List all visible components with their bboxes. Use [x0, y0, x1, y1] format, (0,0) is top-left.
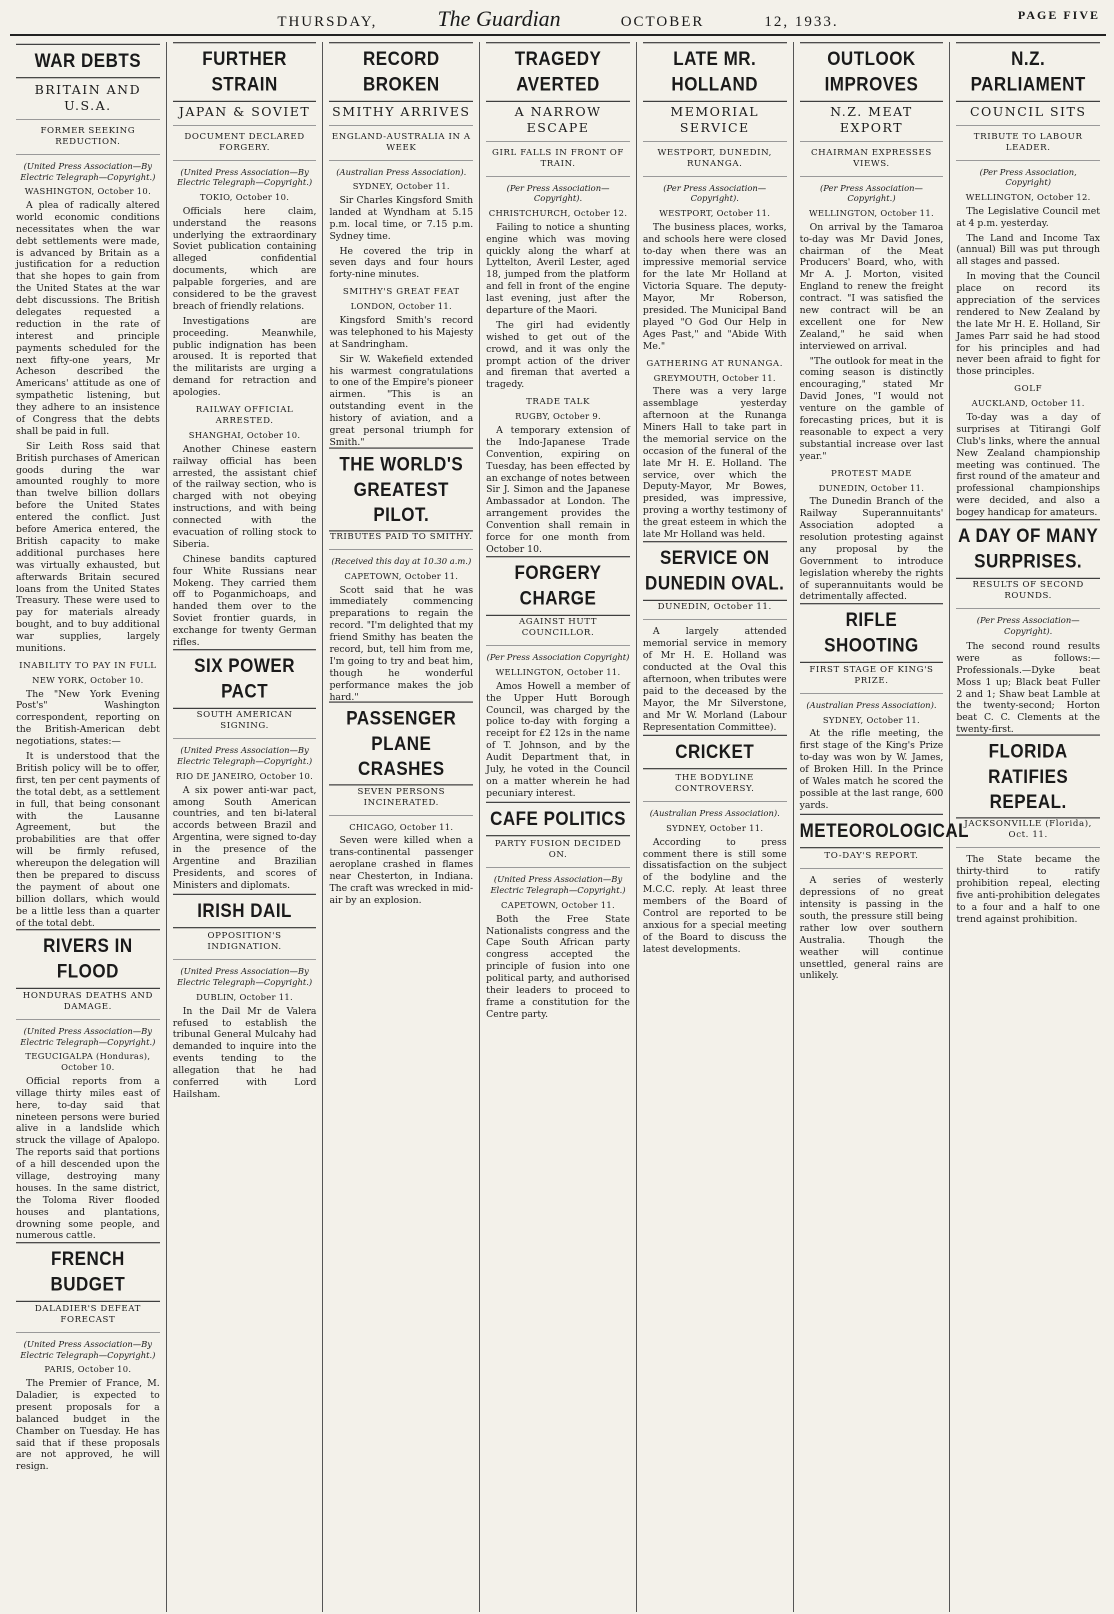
article-deck: PARTY FUSION DECIDED ON. — [486, 839, 630, 868]
article-headline: FURTHER STRAIN — [173, 42, 317, 101]
press-credit: (Per Press Association—Copyright). — [506, 182, 610, 204]
section-subhead: RAILWAY OFFICIAL ARRESTED. — [195, 405, 294, 426]
article-deck: FIRST STAGE OF KING'S PRIZE. — [800, 665, 944, 694]
dateline: WELLINGTON, October 12. — [965, 192, 1091, 202]
article-headline: OUTLOOK IMPROVES — [800, 42, 944, 101]
section-subhead: GOLF — [1014, 384, 1043, 395]
dateline: DUBLIN, October 11. — [196, 991, 294, 1002]
article-deck: DOCUMENT DECLARED FORGERY. — [173, 132, 317, 161]
masthead-date: 12, 1933. — [764, 14, 839, 30]
press-credit: (Per Press Association—Copyright.) — [820, 182, 923, 204]
press-credit: (United Press Association—By Electric Telegraph—Copyright.) — [177, 745, 313, 767]
press-credit: (Per Press Association, Copyright) — [979, 166, 1077, 188]
article-headline: CRICKET — [643, 735, 787, 769]
article-headline: N.Z. PARLIAMENT — [956, 42, 1100, 101]
article-paragraph: There was a very large assemblage yesterday afternoon at the Runanga Miners Hall to take part in the memorial service on the occasion of the funeral of the late Mr H. E. Holland. The service, over which the Deputy-Mayor, Mr Bowes, presided, was impressive, proving a worthy testimony of the great esteem in which the late Mr Holland was held. — [642, 386, 787, 540]
dateline: CHRISTCHURCH, October 12. — [488, 208, 628, 218]
article-deck: TRIBUTE TO LABOUR LEADER. — [956, 132, 1100, 161]
dateline: SYDNEY, October 11. — [352, 181, 450, 192]
column-1 — [10, 42, 167, 1612]
article-headline: LATE MR. HOLLAND — [643, 42, 787, 101]
dateline: WASHINGTON, October 10. — [24, 186, 152, 197]
article-paragraph: The girl had evidently wished to get out of the crowd, and it was only the prompt action of the driver and fireman that averted a tragedy. — [486, 319, 630, 391]
dateline: RUGBY, October 9. — [515, 411, 601, 422]
press-credit: (United Press Association—By Electric Telegraph—Copyright.) — [177, 966, 313, 988]
article-headline: RECORD BROKEN — [329, 42, 473, 101]
article-paragraph: The "New York Evening Post's" Washington correspondent, reporting on the British-American debt negotiations, states:— — [16, 688, 160, 748]
article-deck: SOUTH AMERICAN SIGNING. — [173, 710, 317, 739]
article-deck: TO-DAY'S REPORT. — [800, 851, 944, 869]
press-credit: (Per Press Association—Copyright). — [663, 182, 767, 204]
article-subheadline: MEMORIAL SERVICE — [643, 104, 787, 142]
columns — [10, 42, 1106, 1612]
article-headline: RIVERS IN FLOOD — [16, 930, 160, 989]
dateline: WELLINGTON, October 11. — [809, 208, 934, 218]
article-paragraph: Chinese bandits captured four White Russians near Mokeng. They carried them off to Poganmichoaps, and handed them over to the Soviet frontier guards, in exchange for twenty German rifles. — [172, 553, 317, 648]
dateline: NEW YORK, October 10. — [32, 674, 144, 685]
section-subhead: GATHERING AT RUNANGA. — [646, 358, 784, 369]
press-credit: (Per Press Association—Copyright). — [976, 615, 1080, 637]
press-credit: (Australian Press Association). — [336, 166, 467, 177]
article-paragraph: Kingsford Smith's record was telephoned to his Majesty at Sandringham. — [329, 314, 474, 350]
article-paragraph: Seven were killed when a trans-continental passenger aeroplane crashed in flames near Chesterton, in Indiana. The craft was wrecked in mid-air by an explosion. — [329, 835, 474, 906]
dateline: CAPETOWN, October 11. — [344, 570, 459, 581]
article-subheadline: BRITAIN AND U.S.A. — [16, 82, 160, 120]
dateline: LONDON, October 11. — [350, 301, 452, 312]
press-credit: (United Press Association—By Electric Telegraph—Copyright.) — [20, 1338, 156, 1360]
article-deck: DUNEDIN, October 11. — [643, 602, 787, 620]
article-subheadline: SMITHY ARRIVES — [329, 104, 473, 126]
article-paragraph: A six power anti-war pact, among South American countries, and ten bi-lateral accords between Brazil and Argentina, were signed to-day in the presence of the Argentine and Brazilian Presidents, and scores of Ministers and diplomats. — [172, 784, 317, 891]
article-headline: FRENCH BUDGET — [16, 1243, 160, 1302]
press-credit: (United Press Association—By Electric Telegraph—Copyright.) — [177, 166, 313, 188]
dateline: CHICAGO, October 11. — [349, 821, 454, 832]
article-subheadline: JAPAN & SOVIET — [173, 104, 317, 126]
article-paragraph: On arrival by the Tamaroa to-day was Mr David Jones, chairman of the Meat Producers' Board, who, with Mr A. J. Morton, visited England to renew the freight contract. "I was satisfied the new contract will be an excellent one for New Zealand," he said when interviewed on arrival. — [799, 221, 944, 352]
dateline: SYDNEY, October 11. — [666, 822, 764, 833]
article-deck: WESTPORT, DUNEDIN, RUNANGA. — [643, 148, 787, 177]
article-paragraph: Officials here claim, understand the reasons underlying the extraordinary Soviet publication containing alleged confidential documents, which are palpable forgeries, and are considered to be the gravest breach of friendly relations. — [172, 205, 317, 312]
article-headline: THE WORLD'S GREATEST PILOT. — [329, 447, 473, 531]
dateline: GREYMOUTH, October 11. — [653, 372, 776, 383]
article-paragraph: In moving that the Council place on record its appreciation of the services rendered to New Zealand by the late Mr H. E. Holland, Sir James Parr said he had stood for his principles and had never been afraid to fight for those principles. — [956, 271, 1101, 378]
article-paragraph: A series of westerly depressions of no great intensity is passing in the south, the pressure still being rather low over southern Australia. Though the weather will continue unsettled, general rains are unlikely. — [799, 875, 944, 982]
section-subhead: TRADE TALK — [526, 397, 590, 408]
article-paragraph: A temporary extension of the Indo-Japanese Trade Convention, expiring on Tuesday, has been effected by an exchange of notes between Sir J. Simon and the Japanese Ambassador at London. The arrangement provides the Convention shall remain in force for one month from October 10. — [486, 424, 630, 555]
press-credit: (Australian Press Association). — [806, 699, 937, 710]
article-paragraph: Another Chinese eastern railway official has been arrested, the assistant chief of the railway section, who is charged with not obeying instructions, and with being connected with the evacuation of rolling stock to Siberia. — [172, 443, 317, 550]
article-paragraph: The Dunedin Branch of the Railway Superannuitants' Association adopted a resolution protesting against any proposal by the Government to introduce legislation whereby the rights of superannuitants would be detrimentally affected. — [799, 496, 944, 603]
article-headline: A DAY OF MANY SURPRISES. — [956, 519, 1100, 578]
dateline: RIO DE JANEIRO, October 10. — [175, 770, 314, 781]
article-deck: THE BODYLINE CONTROVERSY. — [643, 773, 787, 802]
article-headline: FLORIDA RATIFIES REPEAL. — [956, 735, 1100, 819]
article-paragraph: The Legislative Council met at 4 p.m. yesterday. — [956, 205, 1101, 229]
article-subheadline: A NARROW ESCAPE — [486, 104, 630, 142]
dateline: WELLINGTON, October 11. — [495, 667, 621, 678]
article-deck: JACKSONVILLE (Florida), Oct. 11. — [956, 819, 1100, 848]
article-paragraph: In the Dail Mr de Valera refused to establish the tribunal General Mulcahy had demanded to inquire into the events tending to the allegation that he had conferred with Lord Hailsham. — [172, 1005, 317, 1100]
article-paragraph: The second round results were as follows:—Professionals.—Dyke beat Moss 1 up; Black beat Fuller 2 and 1; Shaw beat Lamble at the twenty-second; Horton beat C. C. Clements at the twenty-first. — [956, 640, 1101, 736]
article-paragraph: The Premier of France, M. Daladier, is expected to present proposals for a balanced budget in the Chamber on Tuesday. He has said that if these proposals are not approved, he will resign. — [16, 1378, 160, 1473]
article-paragraph: It is understood that the British policy will be to offer, first, ten per cent payments of the total debt, as a settlement in full, that being consonant with the Lausanne Agreement, but the probabilities are that offer will be firmly refused, whereupon the delegation will then be prepared to discuss the payment of about one billion dollars, which would be a little less than a quarter of the total debt. — [16, 751, 160, 929]
article-paragraph: At the rifle meeting, the first stage of the King's Prize to-day was won by W. James, of Broken Hill. In the Prince of Wales match he scored the possible at the last range, 600 yards. — [799, 728, 944, 811]
article-headline: CAFE POLITICS — [486, 801, 630, 835]
masthead-page-label: PAGE FIVE — [1017, 8, 1100, 22]
article-paragraph: Investigations are proceeding. Meanwhile, public indignation has been aroused. It is reported that the militarists are urging a demand for retraction and apologies. — [172, 315, 317, 399]
article-paragraph: A largely attended memorial service in memory of Mr H. E. Holland was conducted at the Oval this afternoon, when tributes were paid to the deceased by the Mayor, the Mr Silverstone, and Mr W. Morland (Labour Representation Committee). — [642, 626, 787, 733]
article-paragraph: The business places, works, and schools here were closed to-day when there was an impressive memorial service for the late Mr Holland at Victoria Square. The deputy-Mayor, Mr Roberson, presided. The Municipal Band played "O God Our Help in Ages Past," and "Abide With Me." — [642, 221, 787, 352]
article-deck: SEVEN PERSONS INCINERATED. — [329, 787, 473, 816]
article-headline: RIFLE SHOOTING — [800, 603, 944, 662]
dateline: CAPETOWN, October 11. — [501, 899, 615, 910]
article-deck: ENGLAND-AUSTRALIA IN A WEEK — [329, 132, 473, 161]
column-7 — [950, 42, 1106, 1612]
column-5 — [637, 42, 794, 1612]
dateline: WESTPORT, October 11. — [659, 208, 771, 218]
article-headline: IRISH DAIL — [173, 893, 317, 927]
article-paragraph: Scott said that he was immediately commencing preparations to regain the record. "I'm delighted that my friend Smithy has beaten the record, but, tell him from me, I'm going to try and beat him, though he wonderful performance makes the job hard." — [329, 584, 474, 703]
press-credit: (United Press Association—By Electric Telegraph—Copyright.) — [490, 874, 626, 896]
masthead — [10, 6, 1106, 36]
article-deck: TRIBUTES PAID TO SMITHY. — [329, 532, 473, 550]
article-paragraph: Failing to notice a shunting engine which was moving quickly along the wharf at Lyttelton, Averil Lester, aged 18, jumped from the platform and fell in front of the engine last evening, just after the departure of the Maori. — [486, 221, 630, 316]
article-subheadline: COUNCIL SITS — [956, 104, 1100, 126]
article-paragraph: The Land and Income Tax (annual) Bill was put through all stages and passed. — [956, 232, 1101, 268]
dateline: PARIS, October 10. — [44, 1364, 132, 1375]
press-credit: (Received this day at 10.30 a.m.) — [331, 556, 472, 567]
column-4 — [480, 42, 637, 1612]
dateline: AUCKLAND, October 11. — [971, 398, 1085, 409]
column-2 — [167, 42, 324, 1612]
article-headline: SERVICE ON DUNEDIN OVAL. — [643, 541, 787, 600]
dateline: SYDNEY, October 11. — [822, 714, 921, 725]
masthead-day: THURSDAY, — [277, 14, 378, 30]
press-credit: (Per Press Association Copyright) — [486, 652, 630, 663]
article-paragraph: Both the Free State Nationalists congress and the Cape South African party congress accepted the principle of fusion into one political party, and authorised their leaders to proceed to frame a constitution for the Centre party. — [486, 913, 630, 1020]
article-subheadline: N.Z. MEAT EXPORT — [800, 104, 944, 142]
press-credit: (United Press Association—By Electric Telegraph—Copyright.) — [20, 160, 156, 182]
press-credit: (United Press Association—By Electric Telegraph—Copyright.) — [20, 1025, 156, 1047]
article-headline: PASSENGER PLANE CRASHES — [329, 702, 473, 786]
dateline: TOKIO, October 10. — [199, 192, 290, 202]
masthead-month: OCTOBER — [620, 14, 705, 30]
dateline: DUNEDIN, October 11. — [818, 482, 925, 493]
article-paragraph: Sir W. Wakefield extended his warmest congratulations to one of the Empire's pioneer airmen. "This is an outstanding event in the history of aviation, and a great personal triumph for Smith." — [329, 353, 474, 448]
article-paragraph: The State became the thirty-third to ratify prohibition repeal, electing five anti-prohibition delegates to a four and a half to one trend against prohibition. — [956, 854, 1101, 925]
section-subhead: SMITHY'S GREAT FEAT — [342, 287, 460, 298]
article-paragraph: Official reports from a village thirty miles east of here, to-day said that nineteen persons were buried alive in a landslide which struck the village of Apalopo. The reports said that portions of a hill descended upon the village, destroying many houses. In the same district, the Toloma River flooded houses and plantations, drowning some people, and numerous cattle. — [16, 1075, 160, 1242]
article-deck: RESULTS OF SECOND ROUNDS. — [956, 580, 1100, 609]
article-paragraph: Sir Leith Ross said that British purchases of American goods during the war amounted roughly to more than twelve billion dollars before the United States entered the conflict. Just before America entered, the British capacity to make additional purchases here was virtually exhausted, but afterwards Britain secured loans from the United States Treasury. These were used to pay for materials already bought, and to buy additional war supplies, largely munitions. — [16, 440, 160, 654]
section-subhead: PROTEST MADE — [830, 468, 912, 479]
article-paragraph: To-day was a day of surprises at Titirangi Golf Club's links, where the annual New Zealand championship meeting was continued. The first round of the amateur and professional championships were decided, and also a bogey handicap for amateurs. — [956, 411, 1101, 519]
article-headline: FORGERY CHARGE — [486, 556, 630, 615]
article-deck: CHAIRMAN EXPRESSES VIEWS. — [800, 148, 944, 177]
dateline: TEGUCIGALPA (Honduras), October 10. — [25, 1051, 151, 1073]
press-credit: (Australian Press Association). — [649, 808, 780, 819]
section-subhead: INABILITY TO PAY IN FULL — [19, 660, 157, 671]
article-deck: OPPOSITION'S INDIGNATION. — [173, 931, 317, 960]
article-paragraph: Sir Charles Kingsford Smith landed at Wyndham at 5.15 p.m. local time, or 7.15 p.m. Sydney time. — [329, 195, 474, 242]
dateline: SHANGHAI, October 10. — [188, 430, 301, 440]
article-headline: SIX POWER PACT — [173, 649, 317, 708]
column-6 — [794, 42, 970, 1612]
article-headline: WAR DEBTS — [16, 44, 160, 78]
article-deck: HONDURAS DEATHS AND DAMAGE. — [16, 991, 160, 1020]
article-paragraph: According to press comment there is still some dissatisfaction on the subject of the bodyline and the M.C.C. reply. At least three members of the Board of Control are reported to be anxious for a special meeting of the Board to discuss the latest developments. — [642, 836, 787, 955]
article-headline: METEOROLOGICAL — [800, 813, 944, 847]
article-deck: AGAINST HUTT COUNCILLOR. — [486, 617, 630, 646]
article-paragraph: He covered the trip in seven days and four hours forty-nine minutes. — [329, 245, 474, 281]
article-paragraph: "The outlook for meat in the coming season is distinctly encouraging," stated Mr David Jones, "I would not venture on the gamble of forecasting prices, but it is reasonable to expect a very substantial increase over last year." — [799, 355, 944, 462]
article-deck: FORMER SEEKING REDUCTION. — [16, 126, 160, 155]
article-deck: GIRL FALLS IN FRONT OF TRAIN. — [486, 148, 630, 177]
masthead-paper-name: The Guardian — [437, 6, 561, 31]
article-paragraph: Amos Howell a member of the Upper Hutt Borough Council, was charged by the police to-day with forging a receipt for £2 12s in the name of T. Johnson, and by the Audit Department that, in July, he voted in the Council on a matter wherein he had pecuniary interest. — [486, 680, 630, 799]
column-3 — [323, 42, 480, 1612]
article-paragraph: A plea of radically altered world economic conditions necessitates when the war debt settlements were made, is advanced by Britain as a justification for a reduction that she hopes to gain from the United States at the war debt discussions. The British delegates requested a reduction in the rate of interest and principle payments scheduled for the next fifty-one years, Mr Acheson described the Americans' attitude as one of sympathetic listening, but they adhere to an insistence of Congress that the debts shall be paid in full. — [16, 200, 160, 437]
article-headline: TRAGEDY AVERTED — [486, 42, 630, 101]
article-deck: DALADIER'S DEFEAT FORECAST — [16, 1304, 160, 1333]
